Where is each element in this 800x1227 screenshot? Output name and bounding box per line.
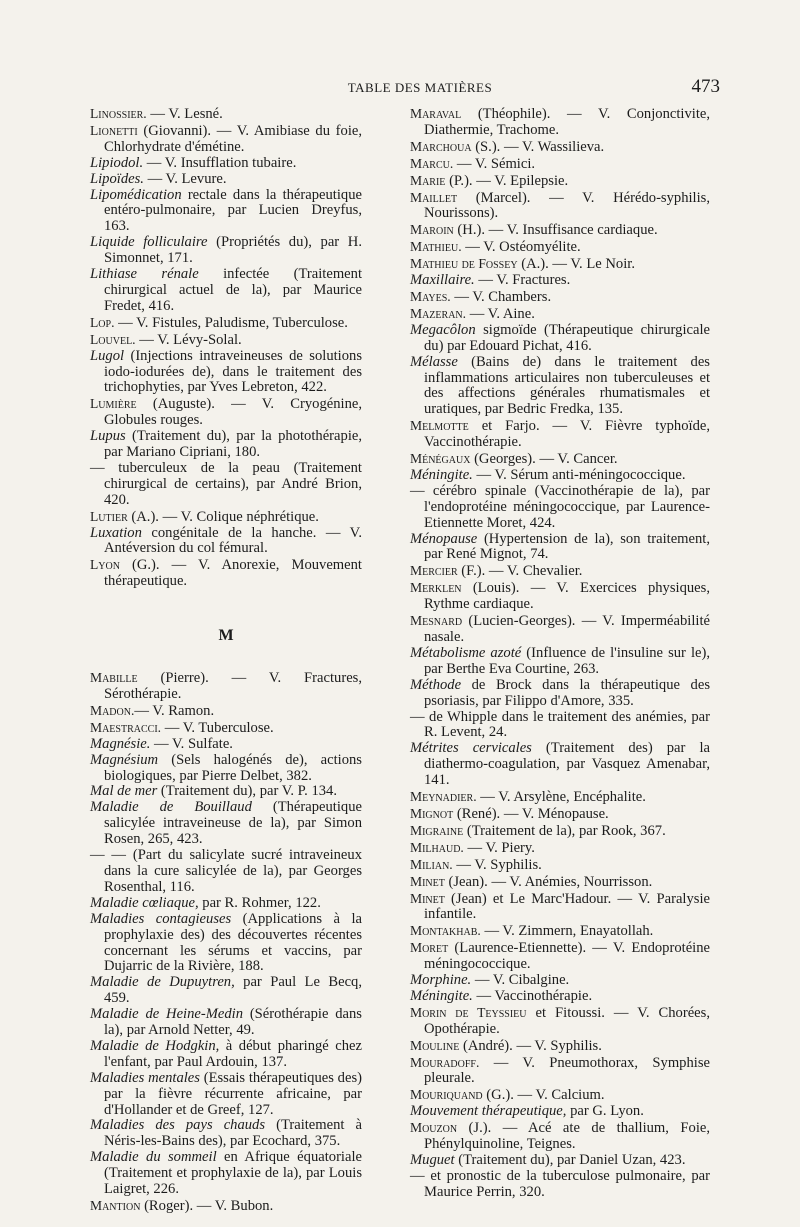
- index-entry: [410, 1153, 710, 1169]
- entry-heading: Maladies des pays chauds: [90, 1117, 266, 1134]
- entry-heading: Muguet: [410, 1152, 455, 1168]
- entry-text: (Sels halogénés de), actions biologiques, par Pierre Delbet, 382.: [104, 751, 362, 784]
- entry-text: sigmoïde (Thérapeutique chirurgicale du) par Edouard Pichat, 416.: [424, 321, 710, 354]
- entry-heading: Mouvement thérapeutique,: [410, 1103, 567, 1120]
- entry-heading: Mouriquand: [410, 1087, 483, 1103]
- entry-text: (Traitement du), par Daniel Uzan, 423.: [454, 1152, 686, 1168]
- entry-text: (Injections intraveineuses de solutions iodo-iodurées de), dans le traitement des trichophyties, par Yves Lebreton, 422.: [104, 347, 362, 396]
- entry-heading: Mercier: [410, 563, 458, 579]
- entry-text: (Traitement du), par V. P. 134.: [157, 783, 338, 800]
- entry-text: (S.). — V. Wassilieva.: [471, 138, 605, 155]
- entry-heading: Mathieu de Fossey: [410, 256, 518, 272]
- entry-text: — V. Pneumothorax, Symphise pleurale.: [424, 1054, 710, 1087]
- index-entry: [410, 1120, 710, 1153]
- index-entry: [410, 1169, 710, 1201]
- index-entry: [410, 563, 710, 580]
- entry-text: — V. Sémici.: [453, 155, 536, 172]
- index-entry: [90, 349, 362, 397]
- entry-heading: Morin de Teyssieu: [410, 1004, 527, 1020]
- entry-heading: Marcu.: [410, 155, 454, 171]
- index-entry: [90, 123, 362, 156]
- entry-text: (Traitement de la), par Rook, 367.: [463, 822, 666, 839]
- index-entry: [410, 973, 710, 989]
- entry-heading: Melmotte: [410, 418, 469, 434]
- entry-text: de Brock dans la thérapeutique des psoriasis, par Filippo d'Amore, 335.: [424, 676, 710, 709]
- entry-heading: Meynadier.: [410, 789, 477, 805]
- index-entry: [90, 670, 362, 703]
- index-entry: [410, 580, 710, 613]
- entry-heading: Lyon: [90, 557, 120, 573]
- entry-heading: Lipoïdes.: [90, 170, 144, 187]
- entry-text: (Marcel). — V. Hérédo-syphilis, Nourissons).: [424, 189, 710, 222]
- entry-text: (Pierre). — V. Fractures, Sérothérapie.: [104, 670, 362, 702]
- entry-text: — V. Ramon.: [134, 702, 215, 719]
- entry-text: — V. Sérum anti-méningococcique.: [472, 466, 686, 483]
- index-entry: [90, 720, 362, 737]
- index-entry: [410, 239, 710, 256]
- index-entry: [90, 1071, 362, 1119]
- index-entry: [90, 509, 362, 526]
- index-entry: [410, 874, 710, 891]
- entry-heading: Milian.: [410, 856, 453, 872]
- entry-heading: Lugol: [90, 347, 125, 364]
- entry-text: dans le traitement des anémies, par R. Levent, 24.: [424, 708, 711, 741]
- entry-text: (Théophile). — V. Conjonctivite, Diathermie, Trachome.: [424, 106, 710, 138]
- entry-heading: Mélasse: [410, 353, 458, 370]
- entry-heading: Mabille: [90, 670, 138, 686]
- entry-heading: Lumière: [90, 396, 137, 412]
- entry-heading: Minet: [410, 873, 445, 889]
- index-entry: [90, 1198, 362, 1215]
- entry-text: (Jean). — V. Anémies, Nourrisson.: [444, 873, 653, 890]
- entry-heading: Mal de mer: [90, 783, 158, 800]
- entry-heading: Lupus: [90, 428, 126, 445]
- index-entry: [410, 418, 710, 451]
- entry-heading: Merklen: [410, 580, 462, 596]
- entry-heading: Magnésium: [90, 751, 159, 768]
- entry-text: (Part du salicylate sucré intraveineux dans la cure salicylée de la), par Georges Rosenthal, 116.: [104, 847, 362, 895]
- index-entry: [90, 1007, 362, 1039]
- index-entry: [410, 806, 710, 823]
- entry-text: (H.). — V. Insuffisance cardiaque.: [453, 222, 658, 239]
- section-letter: M: [218, 627, 234, 645]
- index-entry: [410, 1038, 710, 1055]
- entry-heading: Maladies mentales: [90, 1069, 200, 1086]
- index-entry: [410, 923, 710, 940]
- entry-heading: Lithiase rénale: [90, 266, 199, 283]
- right-column: [410, 106, 710, 1201]
- index-entry: [410, 468, 710, 484]
- entry-text: à début pharingé chez l'enfant, par Paul Ardouin, 137.: [104, 1037, 362, 1070]
- index-entry: [410, 646, 710, 678]
- entry-heading: Mazeran.: [410, 305, 467, 321]
- entry-text: (Traitement des) par la diathermo-coagulation, par Vasquez Amenabar, 141.: [424, 740, 710, 789]
- index-entry: [90, 315, 362, 332]
- entry-text: infectée (Traitement chirurgical actuel de la), par Maurice Fredet, 416.: [104, 266, 362, 314]
- index-entry: [410, 106, 710, 139]
- entry-text: (Hypertension de la), son traitement, par René Mignot, 74.: [424, 530, 710, 563]
- index-entry: [410, 273, 710, 289]
- entry-text: — V. Tuberculose.: [161, 719, 274, 736]
- index-entry: [90, 1150, 362, 1198]
- index-entry: [410, 710, 710, 742]
- index-entry: [410, 891, 710, 924]
- index-entry: [410, 306, 710, 323]
- index-entry: [90, 235, 362, 267]
- entry-text: — V. Sulfate.: [150, 735, 233, 752]
- entry-text: (René). — V. Ménopause.: [453, 805, 609, 822]
- entry-heading: Lipomédication: [90, 186, 182, 203]
- entry-heading: Mantion: [90, 1198, 141, 1213]
- entry-text: pronostic de la tuberculose pulmonaire, par Maurice Perrin, 320.: [424, 1167, 710, 1200]
- index-entry: [410, 613, 710, 646]
- entry-text: (Applications à la prophylaxie des) des découvertes récentes concernant les sérums et vaccins, par Dujarric de la Rivière, 188.: [104, 910, 362, 975]
- entry-text: (Roger). — V. Bubon.: [140, 1198, 274, 1214]
- entry-text: — V. Fistules, Paludisme, Tuberculose.: [114, 314, 348, 331]
- entry-text: (Giovanni). — V. Amibiase du foie, Chlorhydrate d'émétine.: [104, 122, 362, 155]
- entry-text: par R. Rohmer, 122.: [198, 894, 321, 911]
- left-column: [90, 106, 362, 1215]
- entry-text: (A.). — V. Colique néphrétique.: [127, 508, 319, 525]
- entry-heading: Métabolisme azoté: [410, 644, 522, 661]
- index-entry: [410, 1005, 710, 1038]
- entry-heading: Mesnard: [410, 613, 463, 629]
- entry-text: (Traitement du), par la photothérapie, par Mariano Cipriani, 180.: [104, 428, 362, 461]
- entry-text: (Sérothérapie dans la), par Arnold Netter, 49.: [104, 1006, 362, 1039]
- index-entry: [410, 256, 710, 273]
- index-entry: [410, 989, 710, 1005]
- entry-heading: — de Whipple: [410, 708, 498, 725]
- index-entry: [90, 848, 362, 896]
- entry-text: par Paul Le Becq, 459.: [104, 974, 362, 1007]
- index-entry: [90, 461, 362, 509]
- entry-text: congénitale de la hanche. — V. Antéversion du col fémural.: [104, 524, 362, 557]
- entry-text: et Fitoussi. — V. Chorées, Opothérapie.: [424, 1004, 710, 1037]
- index-entry: [90, 172, 362, 188]
- entry-heading: Méningite.: [410, 987, 473, 1004]
- entry-heading: Linossier.: [90, 106, 147, 121]
- entry-text: (Laurence-Etiennette). — V. Endoprotéine méningococcique.: [424, 940, 710, 973]
- entry-heading: Marie: [410, 172, 446, 188]
- entry-text: — V. Syphilis.: [452, 856, 542, 873]
- entry-heading: Maroin: [410, 222, 454, 238]
- entry-text: (Vaccinothérapie de la), par l'endoprotéine méningococcique, par Laurence-Etiennette Moret, 424.: [424, 482, 710, 531]
- index-entry: [90, 396, 362, 429]
- entry-heading: Maladie de Dupuytren,: [90, 974, 235, 991]
- entry-text: de la peau (Traitement chirurgical de certains), par André Brion, 420.: [104, 459, 362, 508]
- index-entry: [410, 789, 710, 806]
- entry-text: (Georges). — V. Cancer.: [470, 451, 618, 468]
- index-entry: [90, 526, 362, 558]
- entry-heading: Maladie de Bouillaud: [90, 799, 252, 816]
- index-entry: [410, 940, 710, 973]
- index-entry: [90, 703, 362, 720]
- index-entry: [90, 975, 362, 1007]
- entry-heading: Lionetti: [90, 122, 138, 138]
- index-entry: [410, 1087, 710, 1104]
- index-entry: [410, 823, 710, 840]
- entry-heading: Maladie de Heine-Medin: [90, 1006, 244, 1023]
- entry-heading: Maxillaire.: [410, 272, 475, 289]
- entry-heading: Madon.: [90, 702, 135, 718]
- entry-heading: Mayes.: [410, 288, 451, 304]
- index-entry: [410, 289, 710, 306]
- index-entry: [410, 139, 710, 156]
- entry-heading: Magnésie.: [90, 735, 151, 752]
- index-entry: [410, 741, 710, 789]
- entries-after-m: [90, 670, 362, 1215]
- index-entry: [90, 737, 362, 753]
- entries-before-m: [90, 106, 362, 590]
- page-number: 473: [691, 76, 720, 97]
- entry-heading: Mouzon: [410, 1120, 458, 1136]
- entry-text: par G. Lyon.: [566, 1103, 644, 1120]
- entry-text: — V. Chambers.: [450, 288, 552, 305]
- index-entry: [410, 451, 710, 468]
- index-entry: [410, 1104, 710, 1120]
- entry-text: — V. Arsylène, Encéphalite.: [476, 789, 646, 806]
- entry-heading: Luxation: [90, 524, 142, 541]
- entry-text: (G.). — V. Anorexie, Mouvement thérapeutique.: [104, 557, 362, 590]
- entry-heading: — —: [90, 847, 127, 864]
- entry-text: (Lucien-Georges). — V. Imperméabilité nasale.: [424, 613, 710, 645]
- entry-heading: Liquide folliculaire: [90, 234, 208, 251]
- entry-heading: — cérébro spinale: [410, 482, 527, 499]
- entry-text: (Traitement à Néris-les-Bains des), par Ecochard, 375.: [104, 1117, 363, 1150]
- index-entry: [410, 355, 710, 419]
- entry-heading: Montakhab.: [410, 923, 481, 939]
- index-entry: [410, 156, 710, 173]
- running-header: TABLE DES MATIÈRES: [347, 80, 493, 95]
- entry-heading: — et: [410, 1167, 441, 1184]
- entry-heading: Maestracci.: [90, 719, 162, 735]
- entry-heading: Maladies contagieuses: [90, 910, 232, 927]
- entry-heading: Milhaud.: [410, 839, 464, 855]
- entry-heading: Minet: [410, 890, 445, 906]
- entry-text: et Farjo. — V. Fièvre typhoïde, Vaccinothérapie.: [424, 418, 710, 451]
- entry-heading: Megacôlon: [410, 321, 476, 338]
- right-entries: [410, 106, 710, 1201]
- index-entry: [90, 429, 362, 461]
- entry-text: (Thérapeutique salicylée intraveineuse de la), par Simon Rosen, 265, 423.: [104, 799, 362, 848]
- index-entry: [410, 173, 710, 190]
- index-entry: [90, 557, 362, 590]
- entry-heading: Ménopause: [410, 530, 478, 547]
- entry-text: — V. Lesné.: [146, 106, 223, 122]
- entry-heading: Louvel.: [90, 331, 136, 347]
- index-entry: [410, 190, 710, 223]
- entry-heading: Moret: [410, 940, 449, 956]
- entry-heading: Morphine.: [410, 972, 472, 989]
- index-entry: [410, 484, 710, 532]
- index-entry: [90, 753, 362, 785]
- entry-text: (Auguste). — V. Cryogénine, Globules rouges.: [104, 396, 362, 429]
- entry-heading: Maladie de Hodgkin,: [90, 1037, 220, 1054]
- entry-text: — V. Levure.: [143, 170, 227, 187]
- index-entry: [410, 857, 710, 874]
- index-entry: [410, 1055, 710, 1088]
- entry-text: — V. Zimmern, Enayatollah.: [480, 923, 654, 940]
- entry-heading: Mignot: [410, 805, 454, 821]
- entry-text: (G.). — V. Calcium.: [482, 1087, 605, 1104]
- entry-heading: — tuberculeux: [90, 459, 188, 476]
- index-entry: [90, 912, 362, 976]
- entry-text: (J.). — Acé ate de thallium, Foie, Phénylquinoline, Teignes.: [424, 1120, 710, 1153]
- entry-text: (Influence de l'insuline sur le), par Berthe Eva Courtine, 263.: [424, 644, 711, 677]
- entry-heading: Lipiodol.: [90, 154, 144, 171]
- entry-text: — V. Fractures.: [474, 272, 571, 289]
- index-entry: [90, 784, 362, 800]
- entry-text: (Essais thérapeutiques des) par la fièvre récurrente africaine, par d'Hollander et de Greef, 127.: [104, 1069, 362, 1118]
- index-entry: [410, 678, 710, 710]
- index-entry: [90, 800, 362, 848]
- index-entry: [90, 332, 362, 349]
- index-entry: [410, 222, 710, 239]
- entry-text: (Jean) et Le Marc'Hadour. — V. Paralysie infantile.: [424, 890, 710, 923]
- entry-heading: Mouline: [410, 1037, 460, 1053]
- index-entry: [90, 106, 362, 123]
- index-entry: [410, 532, 710, 564]
- entry-heading: Marchoua: [410, 138, 472, 154]
- entry-text: — V. Insufflation tubaire.: [143, 154, 297, 171]
- entry-text: — V. Cibalgine.: [471, 972, 570, 989]
- entry-heading: Maladie cœliaque,: [90, 894, 199, 911]
- entry-text: (André). — V. Syphilis.: [459, 1037, 602, 1054]
- index-entry: [90, 267, 362, 315]
- entry-heading: Migraine: [410, 822, 464, 838]
- entry-heading: Mathieu.: [410, 239, 462, 255]
- entry-text: (F.). — V. Chevalier.: [457, 563, 583, 580]
- index-entry: [90, 188, 362, 236]
- index-entry: [90, 1039, 362, 1071]
- index-entry: [410, 840, 710, 857]
- entry-heading: Maraval: [410, 106, 462, 121]
- entry-text: — V. Aine.: [466, 305, 535, 322]
- entry-text: (P.). — V. Epilepsie.: [445, 172, 569, 189]
- entry-text: en Afrique équatoriale (Traitement et prophylaxie de la), par Louis Laigret, 226.: [104, 1149, 363, 1198]
- entry-heading: Métrites cervicales: [410, 740, 532, 757]
- index-entry: [410, 323, 710, 355]
- entry-heading: Maladie du sommeil: [90, 1149, 217, 1166]
- entry-heading: Mouradoff.: [410, 1054, 480, 1070]
- entry-text: — V. Lévy-Solal.: [135, 331, 242, 348]
- index-entry: [90, 896, 362, 912]
- entry-text: rectale dans la thérapeutique entéro-pulmonaire, par Lucien Dreyfus, 163.: [104, 186, 362, 235]
- entry-heading: Lop.: [90, 314, 115, 330]
- entry-heading: Lutier: [90, 508, 128, 524]
- entry-heading: Méningite.: [410, 466, 473, 483]
- entry-text: — V. Ostéomyélite.: [461, 239, 581, 256]
- index-entry: [90, 1118, 362, 1150]
- entry-text: (Bains de) dans le traitement des inflammations articulaires non tuberculeuses et des affections générales rhumatismales et uratiques, par Bedric Fredka, 135.: [424, 353, 710, 418]
- entry-heading: Ménégaux: [410, 451, 471, 467]
- entry-heading: Méthode: [410, 676, 462, 693]
- entry-text: (A.). — V. Le Noir.: [517, 256, 635, 273]
- entry-heading: Maillet: [410, 189, 458, 205]
- index-entry: [90, 156, 362, 172]
- entry-text: (Louis). — V. Exercices physiques, Rythme cardiaque.: [424, 580, 710, 613]
- entry-text: (Propriétés du), par H. Simonnet, 171.: [104, 234, 362, 267]
- entry-text: — V. Piery.: [463, 839, 535, 856]
- entry-text: — Vaccinothérapie.: [472, 987, 593, 1004]
